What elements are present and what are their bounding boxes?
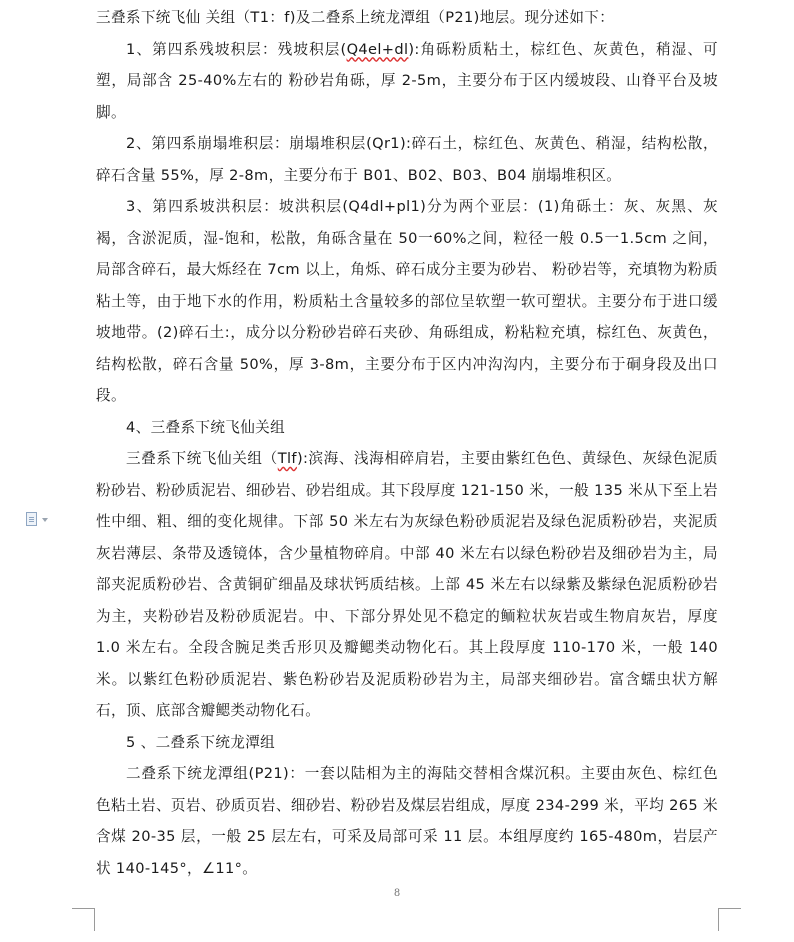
paragraph-longtan: 二叠系下统龙潭组(P21)：一套以陆相为主的海陆交替相含煤沉积。主要由灰色、棕红色色粘土岩、页岩、砂质页岩、细砂岩、粉砂岩及煤层岩组成，厚度 234-299 米，平均 265 米含煤 20-35 层，一般 25 层左右，可采及局部可采 11 层。本组厚度约 165-480m，岩层产状 140-145°，∠11°。 xyxy=(96,765,718,877)
heading-longtan: 5 、二叠系下统龙潭组 xyxy=(126,733,276,751)
document-icon xyxy=(26,512,37,526)
paragraph-lead: 三叠系下统飞仙关组（ xyxy=(126,450,278,467)
heading-feixianguan: 4、三叠系下统飞仙关组 xyxy=(126,418,286,436)
paragraph-lead: 1、第四系残坡积层：残坡积层( xyxy=(126,40,347,58)
page-number: 8 xyxy=(393,888,401,899)
document-body xyxy=(96,2,718,884)
paragraph-rest: ):角砾粉质粘土，棕红色、灰黄色，稍湿、可塑，局部含 25-40%左右的 粉砂岩角砾，厚 2-5m，主要分布于区内缓坡段、山脊平台及坡脚。 xyxy=(96,40,719,121)
chevron-down-icon xyxy=(42,518,48,522)
margin-corner-mark-right xyxy=(718,908,741,931)
spellcheck-underlined-code: Tlf xyxy=(277,450,297,467)
margin-corner-mark-left xyxy=(72,908,95,931)
spellcheck-underlined-code: Q4el+dl xyxy=(346,40,409,58)
paragraph-quaternary-collapse: 2、第四系崩塌堆积层：崩塌堆积层(Qr1):碎石土，棕红色、灰黄色、稍湿，结构松散，碎石含量 55%，厚 2-8m，主要分布于 B01、B02、B03、B04 崩塌堆积区。 xyxy=(96,135,718,184)
intro-line: 三叠系下统飞仙 关组（T1：f)及二叠系上统龙潭组（P21)地层。现分述如下： xyxy=(96,9,615,26)
paragraph-quaternary-alluvial: 3、第四系坡洪积层：坡洪积层(Q4dl+pl1)分为两个亚层：(1)角砾土：灰、灰黑、灰褐，含淤泥质，湿-饱和，松散，角砾含量在 50一60%之间，粒径一般 0.5一1.5cm 之间，局部含碎石，最大烁经在 7cm 以上，角烁、碎石成分主要为砂岩、 粉砂岩等，充填物为粉质粘土等，由于地下水的作用，粉质粘土含量较多的部位呈软塑一软可塑状。主要分布于进口缓坡地带。(2)碎石土:，成分以分粉砂岩碎石夹砂、角砾组成，粉粘粒充填，棕红色、灰黄色，结构松散，碎石含量 50%，厚 3-8m，主要分布于区内冲沟沟内，主要分布于硐身段及出口段。 xyxy=(96,198,718,404)
paragraph-options-button[interactable] xyxy=(26,512,54,528)
paragraph-feixianguan xyxy=(96,443,718,727)
paragraph-rest: ):滨海、浅海相碎肩岩，主要由紫红色色、黄绿色、灰绿色泥质粉砂岩、粉砂质泥岩、细砂岩、砂岩组成。其下段厚度 121-150 米，一般 135 米从下至上岩性中细、粗、细的变化规律。下部 50 米左右为灰绿色粉砂质泥岩及绿色泥质粉砂岩，夹泥质灰岩薄层、条带及透镜体，含少量植物碎肩。中部 40 米左右以绿色粉砂岩及细砂岩为主，局部夹泥质粉砂岩、含黄铜矿细晶及球状钙质结核。上部 45 米左右以绿紫及紫绿色泥质粉砂岩为主，夹粉砂岩及粉砂质泥岩。中、下部分界处见不稳定的鲕粒状灰岩或生物肩灰岩，厚度 1.0 米左右。全段含腕足类舌形贝及瓣鳃类动物化石。其上段厚度 110-170 米，一般 140 米。以紫红色粉砂质泥岩、紫色粉砂岩及泥质粉砂岩为主，局部夹细砂岩。富含蠕虫状方解石，顶、底部含瓣鳃类动物化石。 xyxy=(96,450,718,719)
paragraph-quaternary-residual xyxy=(96,34,718,129)
